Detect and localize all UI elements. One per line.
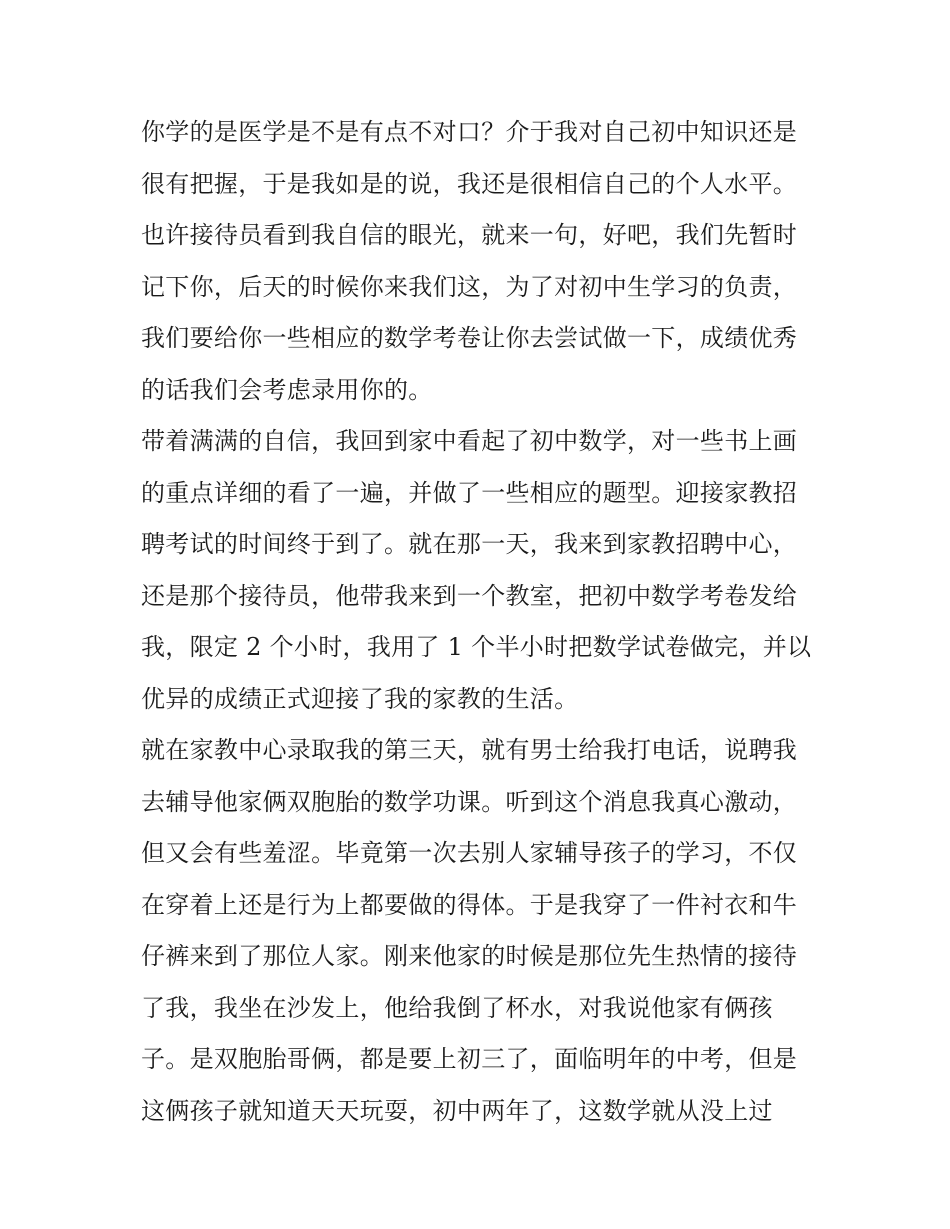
text-line: 记下你，后天的时候你来我们这，为了对初中生学习的负责， [141, 272, 798, 301]
text-line: 的重点详细的看了一遍，并做了一些相应的题型。迎接家教招 [141, 478, 798, 507]
text-line: 的话我们会考虑录用你的。 [141, 375, 433, 404]
text-line: 你学的是医学是不是有点不对口？介于我对自己初中知识还是 [141, 118, 798, 146]
text-line: 在穿着上还是行为上都要做的得体。于是我穿了一件衬衣和牛 [141, 890, 798, 919]
text-line: 子。是双胞胎哥俩，都是要上初三了，面临明年的中考，但是 [141, 1045, 798, 1073]
text-line: 带着满满的自信，我回到家中看起了初中数学，对一些书上画 [141, 427, 798, 455]
text-line: 我们要给你一些相应的数学考卷让你去尝试做一下，成绩优秀 [141, 324, 798, 352]
text-line: 就在家教中心录取我的第三天，就有男士给我打电话，说聘我 [141, 736, 798, 764]
text-line: 但又会有些羞涩。毕竟第一次去别人家辅导孩子的学习，不仅 [141, 839, 798, 867]
text-line: 了我，我坐在沙发上，他给我倒了杯水，对我说他家有俩孩 [141, 993, 773, 1022]
text-line: 也许接待员看到我自信的眼光，就来一句，好吧，我们先暂时 [141, 221, 798, 249]
text-line: 去辅导他家俩双胞胎的数学功课。听到这个消息我真心激动， [141, 787, 798, 816]
text-line: 仔裤来到了那位人家。刚来他家的时候是那位先生热情的接待 [141, 942, 798, 970]
text-line: 优异的成绩正式迎接了我的家教的生活。 [141, 684, 579, 713]
body-text [141, 107, 821, 1137]
text-line: 很有把握，于是我如是的说，我还是很相信自己的个人水平。 [141, 169, 798, 198]
text-line: 这俩孩子就知道天天玩耍，初中两年了，这数学就从没上过 [141, 1096, 773, 1125]
text-line: 聘考试的时间终于到了。就在那一天，我来到家教招聘中心， [141, 530, 798, 558]
text-line: 我，限定 2 个小时，我用了 1 个半小时把数学试卷做完，并以 [141, 633, 812, 661]
text-line: 还是那个接待员，他带我来到一个教室，把初中数学考卷发给 [141, 581, 798, 610]
